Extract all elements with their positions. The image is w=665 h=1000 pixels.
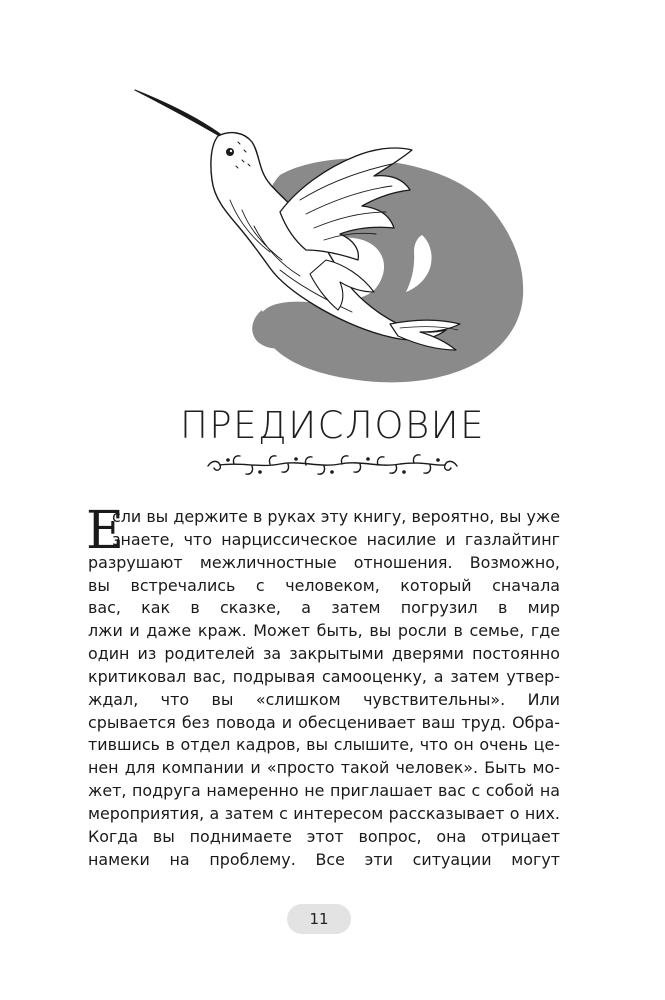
page-number: 11 <box>309 910 329 928</box>
hummingbird-illustration <box>130 80 535 385</box>
text-line: жет, подруга намеренно не приглашает вас с собой на <box>88 781 560 801</box>
body-paragraph <box>86 501 560 872</box>
text-line: тившись в отдел кадров, вы слышите, что он очень це- <box>88 735 560 755</box>
chapter-title: ПРЕДИСЛОВИЕ <box>180 404 485 447</box>
page-number-badge <box>287 904 351 934</box>
text-line: Когда вы поднимаете этот вопрос, она отрицает <box>88 826 560 846</box>
text-line: мероприятия, а затем с интересом рассказывает о них. <box>88 803 560 823</box>
text-line: намеки на проблему. Все эти ситуации могут <box>88 849 560 869</box>
text-line: знаете, что нарциссическое насилие и газлайтинг <box>112 529 560 549</box>
drop-cap: Е <box>86 501 124 561</box>
text-line: нен для компании и «просто такой человек». Быть мо- <box>88 758 560 778</box>
text-line: разрушают межличностные отношения. Возможно, <box>88 552 560 572</box>
text-line: срывается без повода и обесценивает ваш труд. Обра- <box>88 712 560 732</box>
text-line: вас, как в сказке, а затем погрузил в мир <box>88 598 560 618</box>
text-line: критиковал вас, подрывая самооценку, а затем утвер- <box>88 666 560 686</box>
text-line: сли вы держите в руках эту книгу, вероятно, вы уже <box>112 507 560 526</box>
text-line: лжи и даже краж. Может быть, вы росли в семье, где <box>88 621 560 641</box>
text-line: один из родителей за закрытыми дверями постоянно <box>88 644 560 664</box>
text-line: ждал, что вы «слишком чувствительны». Или <box>88 689 560 709</box>
vine-ornament-icon <box>200 452 465 478</box>
text-line: вы встречались с человеком, который сначала <box>88 575 560 595</box>
